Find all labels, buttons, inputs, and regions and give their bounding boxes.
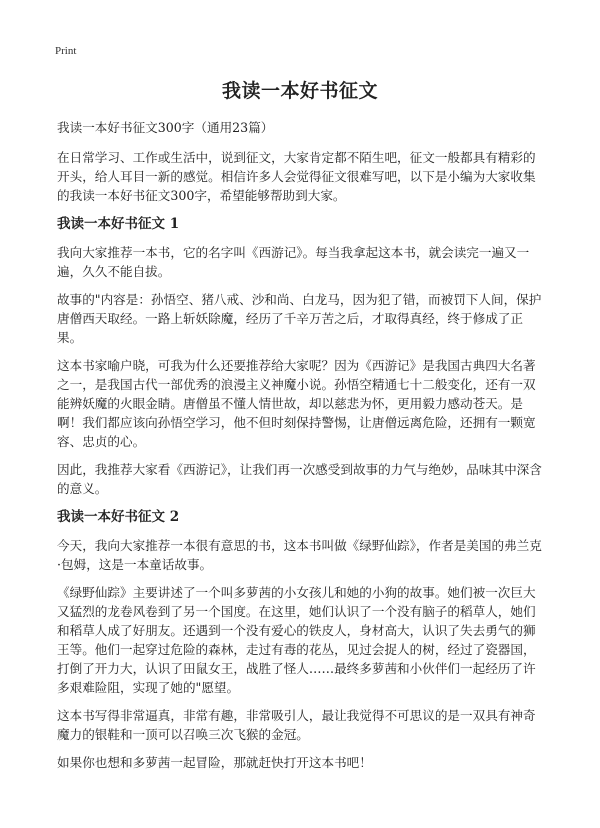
section-heading-2: 我读一本好书征文 2 [57,509,180,525]
section-2-paragraph-4: 如果你也想和多萝茜一起冒险，那就赶快打开这本书吧！ [57,755,372,770]
section-1-paragraph-1: 我向大家推荐一本书，它的名字叫《西游记》。每当我拿起这本书，就会读完一遍又一遍，久久不能自拔。 [57,245,530,279]
section-2-paragraph-2: 《绿野仙踪》主要讲述了一个叫多萝茜的小女孩儿和她的小狗的故事。她们被一次巨大又猛烈的龙卷风卷到了另一个国度。在这里，她们认识了一个没有脑子的稻草人，她们和稻草人成了好朋友。还遇到一个没有爱心的铁皮人，身材高大，认识了失去勇气的狮王等。他们一起穿过危险的森林，走过有毒的花丛，见过会捉人的树，经过了瓷器国，打倒了开力大，认识了田鼠女王，战胜了怪人……最终多萝茜和小伙伴们一起经历了许多艰难险阻，实现了她的"愿望。 [57,585,536,695]
page-title: 我读一本好书征文 [221,80,378,102]
section-1-paragraph-3: 这本书家喻户晓，可我为什么还要推荐给大家呢？因为《西游记》是我国古典四大名著之一，是我国古代一部优秀的浪漫主义神魔小说。孙悟空精通七十二般变化，还有一双能辨妖魔的火眼金睛。唐僧虽不懂人情世故，却以慈悲为怀，更用毅力感动苍天。是啊！我们都应该向孙悟空学习，他不但时刻保持警惕，让唐僧远离危险，还拥有一颗宽容、忠贞的心。 [57,358,536,449]
section-2-paragraph-3: 这本书写得非常逼真，非常有趣，非常吸引人，最让我觉得不可思议的是一双具有神奇魔力的银鞋和一顶可以召唤三次飞猴的金冠。 [57,708,536,742]
section-heading-1: 我读一本好书征文 1 [57,216,180,232]
section-1-paragraph-4: 因此，我推荐大家看《西游记》，让我们再一次感受到故事的力气与绝妙，品味其中深含的意义。 [57,462,542,496]
article-subtitle: 我读一本好书征文300字（通用23篇） [57,120,274,135]
print-link[interactable]: Print [55,45,77,57]
article-body [57,118,545,781]
section-2-paragraph-1: 今天，我向大家推荐一本很有意思的书，这本书叫做《绿野仙踪》，作者是美国的弗兰克·包姆，这是一本童话故事。 [57,538,542,572]
section-1-paragraph-2: 故事的"内容是：孙悟空、猪八戒、沙和尚、白龙马，因为犯了错，而被罚下人间，保护唐僧西天取经。一路上斩妖除魔，经历了千辛万苦之后，才取得真经，终于修成了正果。 [57,292,542,345]
intro-paragraph: 在日常学习、工作或生活中，说到征文，大家肯定都不陌生吧，征文一般都具有精彩的开头，给人耳目一新的感觉。相信许多人会觉得征文很难写吧，以下是小编为大家收集的我读一本好书征文300字，希望能够帮助到大家。 [57,150,536,203]
